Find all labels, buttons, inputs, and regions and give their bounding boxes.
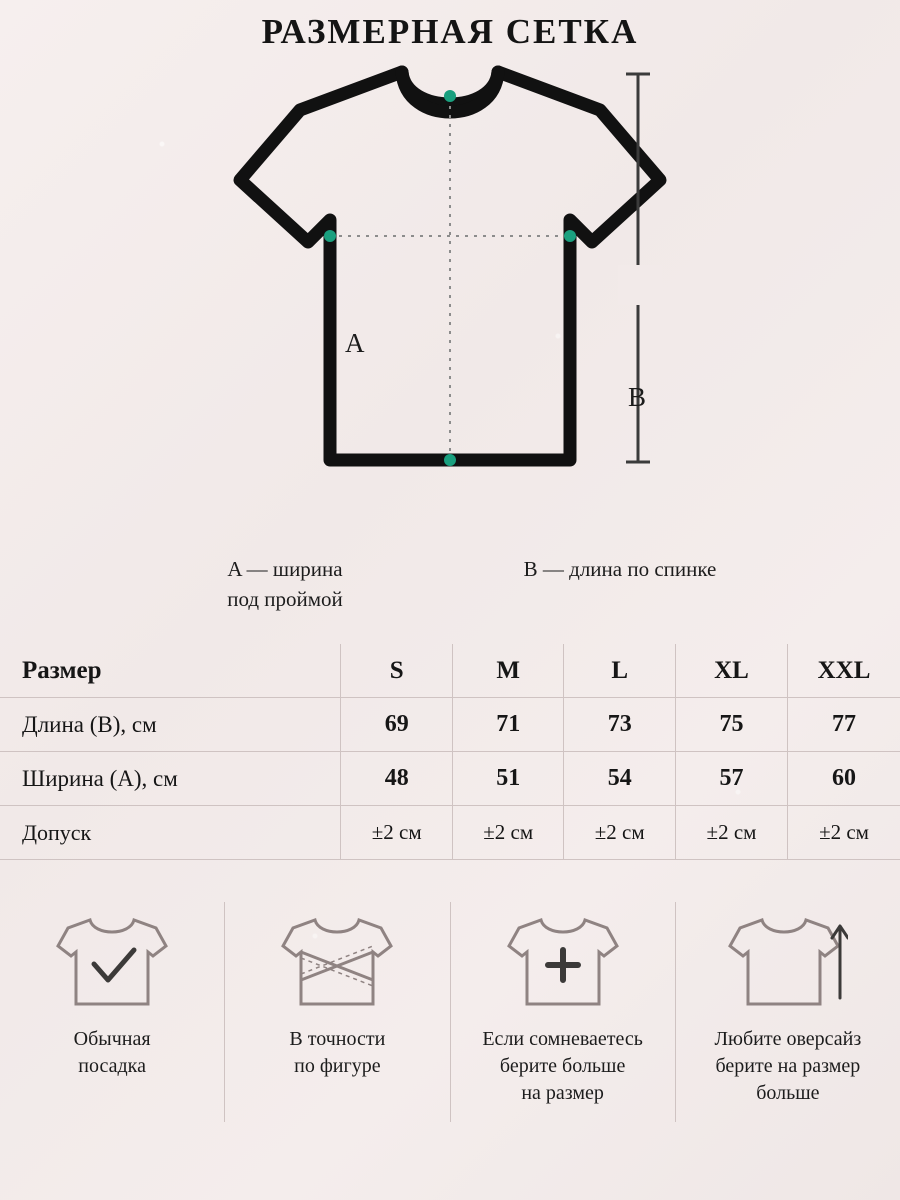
tolerance-l: ±2 см [564, 806, 676, 860]
fit-regular [0, 902, 224, 1122]
fit-oversize [675, 902, 900, 1122]
table-row [0, 698, 900, 752]
row-label-width: Ширина (A), см [0, 752, 341, 806]
tshirt-check-icon [6, 902, 218, 1012]
width-s: 48 [341, 752, 453, 806]
label-b: B [628, 382, 647, 412]
length-xl: 75 [675, 698, 787, 752]
header-xxl: XXL [788, 644, 900, 698]
fit-advice-row [0, 902, 900, 1122]
size-table [0, 644, 900, 860]
point-collar-dot [444, 90, 456, 102]
length-m: 71 [452, 698, 564, 752]
length-xxl: 77 [788, 698, 900, 752]
legend [0, 554, 900, 634]
tshirt-arrow-up-icon [682, 902, 894, 1012]
width-l: 54 [564, 752, 676, 806]
tshirt-plus-icon [457, 902, 669, 1012]
legend-b-line1: B — длина по спинке [523, 557, 717, 581]
length-l: 73 [564, 698, 676, 752]
label-a: A [345, 328, 365, 358]
tolerance-xl: ±2 см [675, 806, 787, 860]
width-xxl: 60 [788, 752, 900, 806]
point-right-armpit-dot [564, 230, 576, 242]
length-s: 69 [341, 698, 453, 752]
tshirt-measuring-tape-icon [231, 902, 443, 1012]
tolerance-m: ±2 см [452, 806, 564, 860]
fit-exact [224, 902, 449, 1122]
header-xl: XL [675, 644, 787, 698]
tshirt-svg [0, 60, 900, 530]
row-label-length: Длина (B), см [0, 698, 341, 752]
fit-oversize-caption: Любите оверсайз берите на размер больше [714, 1028, 862, 1104]
width-m: 51 [452, 752, 564, 806]
header-m: M [452, 644, 564, 698]
fit-exact-caption: В точности по фигуре [289, 1028, 386, 1077]
tolerance-s: ±2 см [341, 806, 453, 860]
point-left-armpit-dot [324, 230, 336, 242]
header-l: L [564, 644, 676, 698]
fit-unsure-caption: Если сомневаетесь берите больше на размер [482, 1028, 643, 1104]
legend-b [455, 554, 785, 584]
legend-a [155, 554, 415, 614]
fit-size-up-if-unsure [450, 902, 675, 1122]
tshirt-outline [240, 72, 660, 460]
table-header-row [0, 644, 900, 698]
legend-a-line2: под проймой [227, 587, 343, 611]
fit-regular-caption: Обычная посадка [73, 1028, 151, 1077]
width-xl: 57 [675, 752, 787, 806]
page-title: РАЗМЕРНАЯ СЕТКА [261, 12, 639, 51]
point-hem-dot [444, 454, 456, 466]
row-label-tolerance: Допуск [0, 806, 341, 860]
table-row [0, 806, 900, 860]
header-s: S [341, 644, 453, 698]
legend-a-line1: A — ширина [227, 557, 343, 581]
b-label-backdrop [618, 265, 662, 305]
header-size: Размер [0, 644, 341, 698]
tshirt-diagram [0, 60, 900, 530]
tolerance-xxl: ±2 см [788, 806, 900, 860]
table-row [0, 752, 900, 806]
